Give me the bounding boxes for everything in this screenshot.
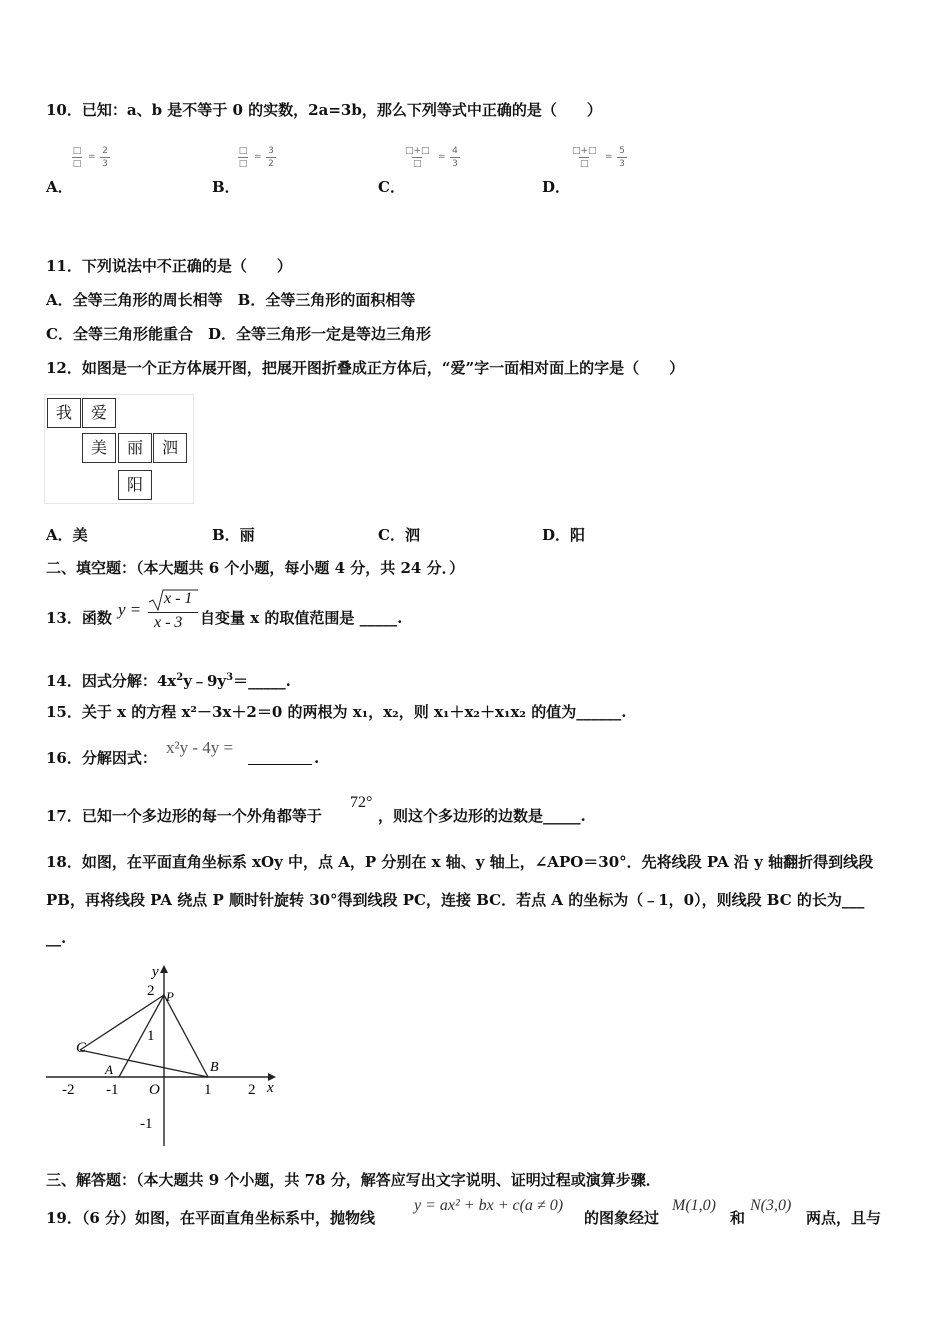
q10-b-rhs: $\frac{3}{2}$: [266, 146, 276, 170]
net-cell-yang: 阳: [118, 470, 152, 500]
x-tick-2: 2: [248, 1082, 256, 1098]
q11-options-ab: A．全等三角形的周长相等 B．全等三角形的面积相等: [46, 291, 416, 309]
q10-d-fraction: □+□ □: [572, 146, 597, 169]
q11-stem: 11．下列说法中不正确的是（ ）: [46, 257, 292, 275]
point-C: C: [76, 1040, 87, 1056]
net-cell-li: 丽: [118, 433, 152, 463]
x-tick-neg1: -1: [106, 1082, 119, 1098]
point-P: P: [166, 989, 174, 1004]
y-tick-1: 1: [147, 1028, 155, 1044]
q13-formula: y = x - 1 x - 3: [116, 586, 198, 636]
q10-d-rhs: $\frac{5}{3}$: [617, 146, 627, 170]
y-tick-neg1: -1: [140, 1116, 153, 1132]
x-tick-1: 1: [204, 1082, 212, 1098]
net-cell-ai: 爱: [82, 398, 116, 428]
segment-AP: [119, 995, 164, 1077]
q16-prefix: 16．分解因式：: [46, 749, 157, 767]
q11-options-cd: C．全等三角形能重合 D．全等三角形一定是等边三角形: [46, 325, 431, 343]
segment-PB: [164, 995, 208, 1077]
q12-option-a: A．美: [46, 526, 88, 544]
section-solve-heading: 三、解答题：（本大题共 9 个小题，共 78 分，解答应写出文字说明、证明过程或演算步骤．: [46, 1171, 661, 1189]
y-axis-arrow: [160, 965, 168, 973]
y-axis-label: y: [152, 964, 159, 980]
q14: 14．因式分解：$4x^2y﹣9y^3=\_\_\_\_\_$.: [46, 672, 291, 690]
y-tick-2: 2: [147, 983, 155, 999]
q10-b-label: B．: [212, 178, 240, 196]
q19-point-m: M(1,0): [672, 1197, 716, 1214]
q17-angle: 72°: [350, 794, 373, 811]
q10-b-fraction: □ □: [238, 146, 248, 169]
origin-label: O: [149, 1082, 160, 1098]
q17-suffix: ，则这个多边形的边数是_____.: [378, 807, 586, 825]
q16-expression: x²y - 4y =: [166, 738, 234, 757]
q13-suffix: 自变量 x 的取值范围是 _____.: [200, 609, 403, 627]
q12-stem: 12．如图是一个正方体展开图，把展开图折叠成正方体后，“爱”字一面相对面上的字是（ ）: [46, 359, 685, 377]
q17-prefix: 17．已知一个多边形的每一个外角都等于: [46, 807, 322, 825]
q13-prefix: 13．函数: [46, 609, 112, 627]
q16-answer-blank[interactable]: [248, 764, 312, 765]
q12-option-c: C．泗: [378, 526, 420, 544]
x-axis-label: x: [267, 1080, 274, 1096]
q10-c-rhs: $\frac{4}{3}$: [450, 146, 460, 170]
fraction-bar: [148, 612, 198, 613]
q16-suffix: .: [314, 749, 320, 767]
q19-suffix: 两点，且与: [806, 1209, 882, 1227]
net-cell-mei: 美: [82, 433, 116, 463]
point-B: B: [210, 1060, 219, 1075]
q12-option-d: D．阳: [542, 526, 586, 544]
q10-c-fraction: □+□ □: [405, 146, 430, 169]
q19-mid: 的图象经过: [584, 1209, 660, 1227]
q18-line1: 18．如图，在平面直角坐标系 xOy 中，点 A，P 分别在 x 轴、y 轴上，∠APO＝30°．先将线段 PA 沿 y 轴翻折得到线段: [46, 853, 874, 871]
q10-a-fraction: □ □: [72, 146, 82, 169]
x-tick-neg2: -2: [62, 1082, 75, 1098]
q15: 15．关于 x 的方程 x²－3x＋2＝0 的两根为 x₁，x₂，则 x₁＋x₂＋x₁x₂ 的值为______.: [46, 703, 627, 721]
q19-and: 和: [730, 1209, 746, 1227]
net-cell-si: 泗: [153, 433, 187, 463]
q10-d-label: D．: [542, 178, 571, 196]
cube-net-figure: [44, 394, 194, 504]
q19-point-n: N(3,0): [750, 1197, 792, 1214]
q10-a-rhs: $\frac{2}{3}$: [100, 146, 110, 170]
q10-a-label: A．: [46, 178, 73, 196]
segment-CB: [80, 1050, 208, 1077]
q12-option-b: B．丽: [212, 526, 255, 544]
net-cell-wo: 我: [47, 398, 81, 428]
coordinate-figure: [42, 960, 292, 1150]
q19-prefix: 19．（6 分）如图，在平面直角坐标系中，抛物线: [46, 1209, 376, 1227]
q18-line2: PB，再将线段 PA 绕点 P 顺时针旋转 30°得到线段 PC，连接 BC．若点 A 的坐标为（﹣1，0），则线段 BC 的长为___: [46, 891, 865, 909]
point-A: A: [105, 1062, 113, 1077]
q10-c-label: C．: [378, 178, 405, 196]
section-fill-in-heading: 二、填空题：（本大题共 6 个小题，每小题 4 分，共 24 分．）: [46, 559, 465, 577]
q18-line3: __.: [46, 929, 67, 947]
q19-parabola-formula: y = ax² + bx + c(a ≠ 0): [414, 1197, 564, 1214]
q10-stem: 10．已知：a、b 是不等于 0 的实数，2a=3b，那么下列等式中正确的是（ ）: [46, 101, 602, 119]
